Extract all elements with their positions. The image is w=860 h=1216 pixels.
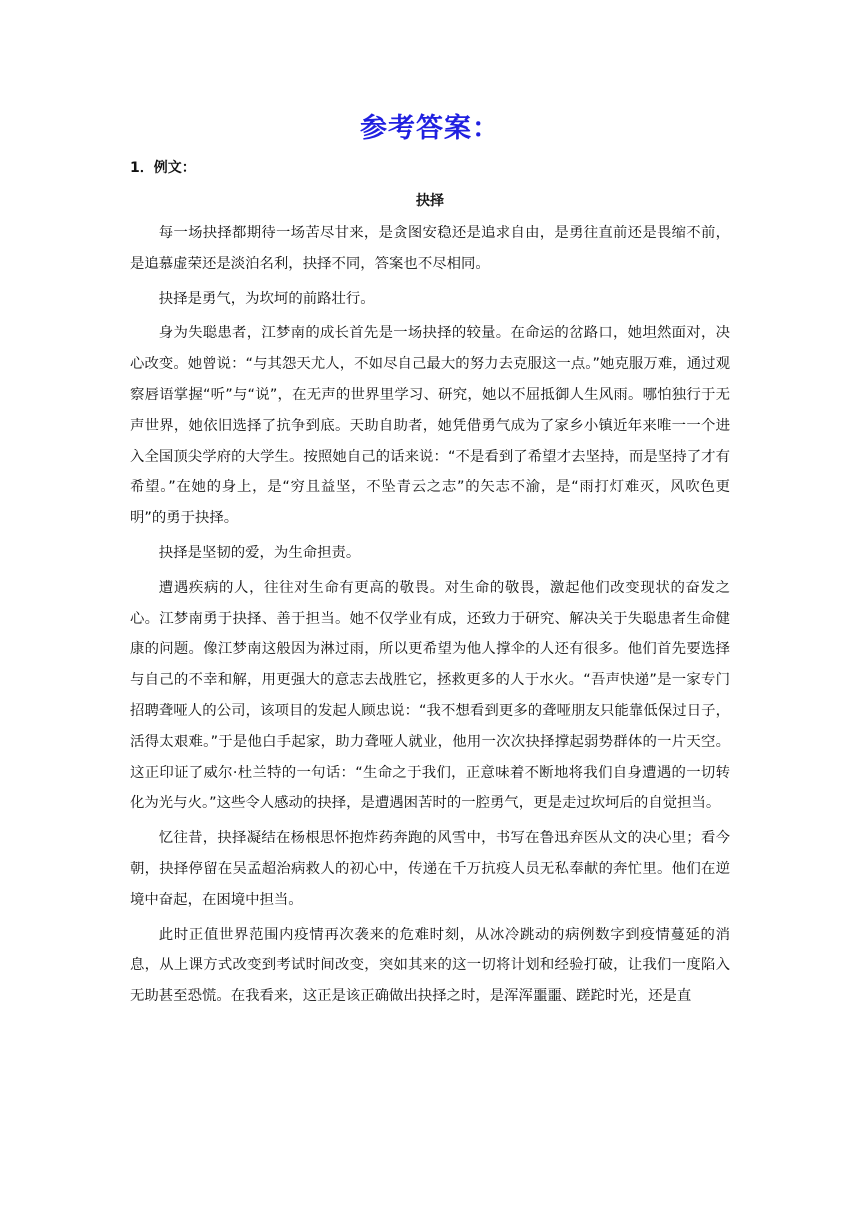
paragraph: 抉择是勇气，为坎坷的前路壮行。 — [158, 290, 375, 307]
page-title: 参考答案： — [360, 113, 500, 144]
paragraph: 抉择是坚韧的爱，为生命担责。 — [158, 544, 361, 561]
paragraph: 忆往昔，抉择凝结在杨根思怀抱炸药奔跑的风雪中，书写在鲁迅弃医从文的决心里；看今朝，抉择停留在吴孟超治病救人的初心中，传递在千万抗疫人员无私奉献的奔忙里。他们在逆境中奋起，在困境中担当。 — [130, 830, 730, 908]
paragraph: 每一场抉择都期待一场苦尽甘来，是贪图安稳还是追求自由，是勇往直前还是畏缩不前，是追慕虚荣还是淡泊名利，抉择不同，答案也不尽相同。 — [130, 225, 730, 272]
paragraph: 此时正值世界范围内疫情再次袭来的危难时刻，从冰冷跳动的病例数字到疫情蔓延的消息，从上课方式改变到考试时间改变，突如其来的这一切将计划和经验打破，让我们一度陷入无助甚至恐慌。在我看来，这正是该正确做出抉择之时，是浑浑噩噩、蹉跎时光，还是直 — [130, 926, 730, 1005]
question-label: 1．例文： — [130, 160, 196, 176]
essay-title: 抉择 — [416, 193, 444, 209]
paragraph: 身为失聪患者，江梦南的成长首先是一场抉择的较量。在命运的岔路口，她坦然面对，决心改变。她曾说：“与其怨天尤人，不如尽自己最大的努力去克服这一点。”她克服万难，通过观察唇语掌握“听”与“说”，在无声的世界里学习、研究，她以不屈抵御人生风雨。哪怕独行于无声世界，她依旧选择了抗争到底。天助自助者，她凭借勇气成为了家乡小镇近年来唯一一个进入全国顶尖学府的大学生。按照她自己的话来说：“不是看到了希望才去坚持，而是坚持了才有希望。”在她的身上，是“穷且益坚，不坠青云之志”的矢志不渝，是“雨打灯难灭，风吹色更明”的勇于抉择。 — [130, 325, 730, 527]
paragraph: 遭遇疾病的人，往往对生命有更高的敬畏。对生命的敬畏，激起他们改变现状的奋发之心。江梦南勇于抉择、善于担当。她不仅学业有成，还致力于研究、解决关于失聪患者生命健康的问题。像江梦南这般因为淋过雨，所以更希望为他人撑伞的人还有很多。他们首先要选择与自己的不幸和解，用更强大的意志去战胜它，拯救更多的人于水火。“吾声快递”是一家专门招聘聋哑人的公司，该项目的发起人顾忠说：“我不想看到更多的聋哑朋友只能靠低保过日子，活得太艰难。”于是他白手起家，助力聋哑人就业，他用一次次抉择撑起弱势群体的一片天空。这正印证了威尔·杜兰特的一句话：“生命之于我们，正意味着不断地将我们自身遭遇的一切转化为光与火。”这些令人感动的抉择，是遭遇困苦时的一腔勇气，更是走过坎坷后的自觉担当。 — [130, 579, 730, 812]
essay-body — [130, 218, 730, 1016]
